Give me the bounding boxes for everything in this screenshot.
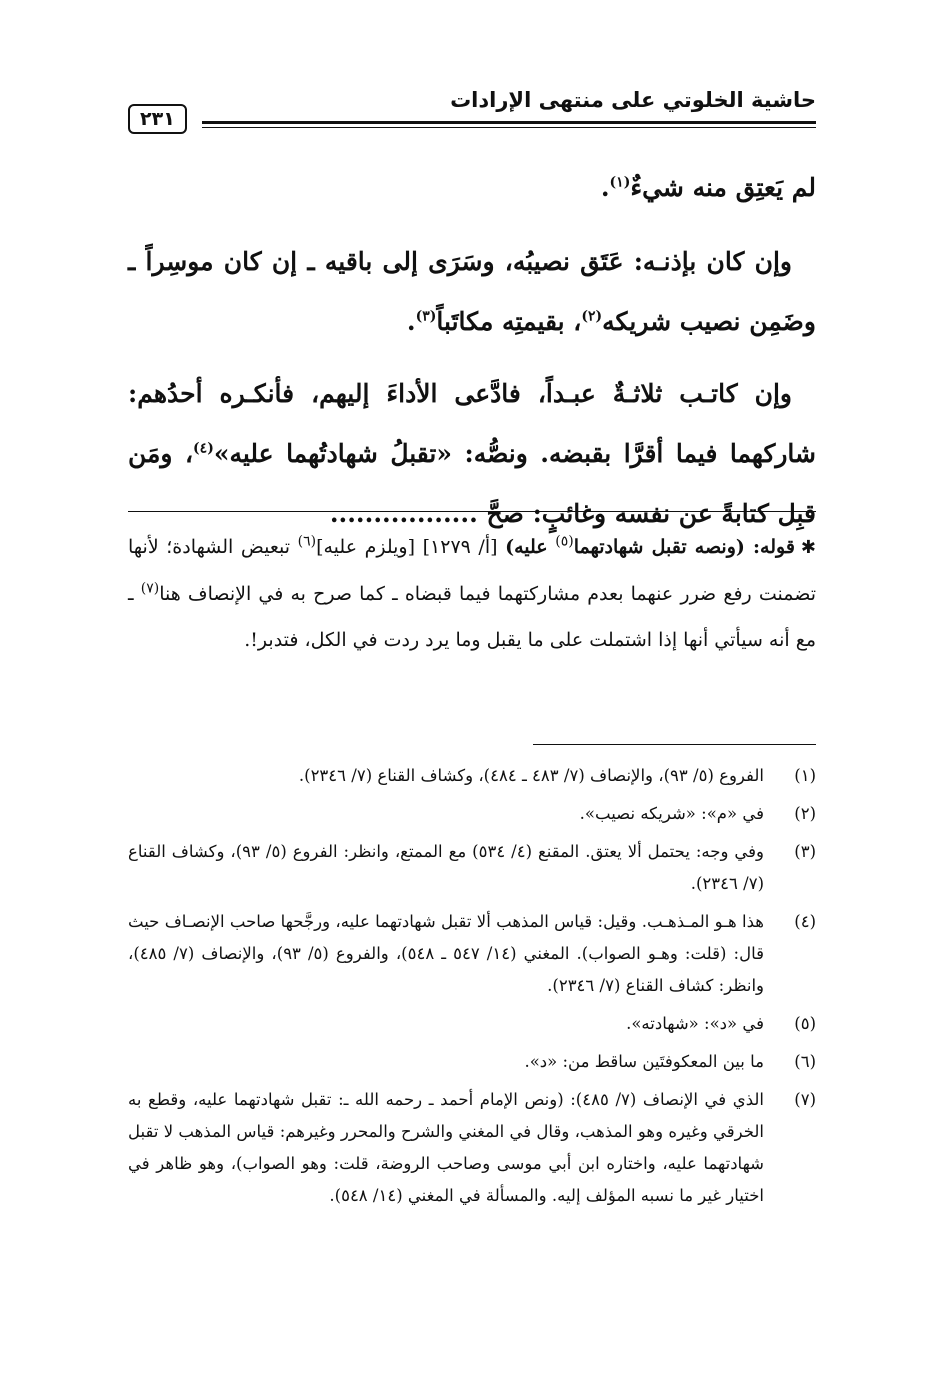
footnote-ref-7: (٧)	[140, 580, 160, 597]
main-text	[128, 158, 816, 544]
footnote-ref-5: (٥)	[555, 533, 574, 550]
commentary-paragraph: ✱قوله: (ونصه تقبل شهادتهما$^{(٥)}$ عليه) [أ/ ١٢٧٩] [ويلزم عليه]$^{(٦)}$ تبعيض الشهادة؛ لأنها تضمنت رفع ضرر عنهما بعدم مشاركتهما فيما قبضاه ـ كما صرح به في الإنصاف هنا$^{(٧)}$ ـ مع أنه سيأتي أنها إذا اشتملت على ما يقبل وما يرد ردت في الكل، فتدبر!.	[128, 533, 817, 651]
footnote-6: (٦) ما بين المعكوفتَين ساقط من: «د».	[524, 1052, 816, 1071]
footnote-3: (٣) وفي وجه: يحتمل ألا يعتق. المقنع (٤/ ٥٣٤) مع الممتع، وانظر: الفروع (٥/ ٩٣)، وكشاف القناع (٧/ ٢٣٤٦).	[128, 842, 816, 893]
main-paragraph-2: وإن كان بإذنـه: عَتَق نصيبُه، وسَرَى إلى باقيه ـ إن كان موسِراً ـ وضَمِن نصيب شريكه$^{(٢)}$، بقيمتِه مكاتَباً$^{(٣)}$.	[128, 247, 816, 336]
main-paragraph-3: وإن كاتـب ثلاثـةٌ عبـداً، فادَّعى الأداءَ إليهم، فأنكـره أحدُهم: شاركهما فيما أقرَّا بقبضه. ونصُّه: «تقبلُ شهادتُهما عليه»$^{(٤)}$، ومَن قبِل كتابةً عن نفسه وغائبٍ: صحَّ .................	[128, 379, 816, 528]
footnote-4: (٤) هذا هـو المـذهـب. وقيل: قياس المذهب ألا تقبل شهادتهما عليه، ورجَّحها صاحب الإنصـاف حيث قال: (قلت: وهـو الصواب). المغني (١٤/ ٥٤٧ ـ ٥٤٨)، والفروع (٥/ ٩٣)، والإنصاف (٧/ ٤٨٥)، وانظر: كشاف القناع (٧/ ٢٣٤٦).	[128, 912, 816, 995]
footnote-ref-2: (٢)	[581, 308, 603, 325]
page-number: ٢٣١	[128, 104, 187, 134]
folio-marker: [أ/ ١٢٧٩]	[422, 536, 498, 558]
dotted-leader: .................	[329, 499, 478, 528]
star-marker-icon: ✱	[800, 537, 817, 558]
footnote-ref-4: (٤)	[193, 440, 214, 457]
commentary	[128, 524, 816, 663]
page-header	[120, 78, 816, 138]
footnote-ref-1: (١)	[609, 174, 631, 191]
footnote-2: (٢) في «م»: «شريكه نصيب».	[579, 804, 816, 823]
footnotes-divider	[533, 744, 816, 745]
footnote-ref-3: (٣)	[415, 308, 437, 325]
footnote-7: (٧) الذي في الإنصاف (٧/ ٤٨٥): (ونص الإمام أحمد ـ رحمه الله ـ: تقبل شهادتهما عليه، وقطع به الخرقي وغيره وهو المذهب، وقال في المغني والشرح والمحرر وغيرهم: قياس المذهب لا تقبل شهادتهما عليه، واختاره ابن أبي موسى وصاحب الروضة، قلت: وهو الصواب)، وهو ظاهر في اختيار غير ما نسبه المؤلف إليه. والمسألة في المغني (١٤/ ٥٤٨).	[128, 1090, 816, 1205]
footnote-ref-6: (٦)	[297, 533, 317, 550]
header-rule-thin	[202, 127, 816, 128]
header-rule-thick	[202, 121, 816, 124]
text-commentary-divider	[128, 511, 816, 512]
footnote-1: (١) الفروع (٥/ ٩٣)، والإنصاف (٧/ ٤٨٣ ـ ٤٨٤)، وكشاف القناع (٧/ ٢٣٤٦).	[298, 766, 816, 785]
main-paragraph-1: لم يَعتِق منه شيءٌ$^{(١)}$.	[600, 173, 816, 202]
footnotes	[128, 760, 816, 1218]
running-title: حاشية الخلوتي على منتهى الإرادات	[450, 88, 816, 112]
footnote-5: (٥) في «د»: «شهادته».	[626, 1014, 816, 1033]
